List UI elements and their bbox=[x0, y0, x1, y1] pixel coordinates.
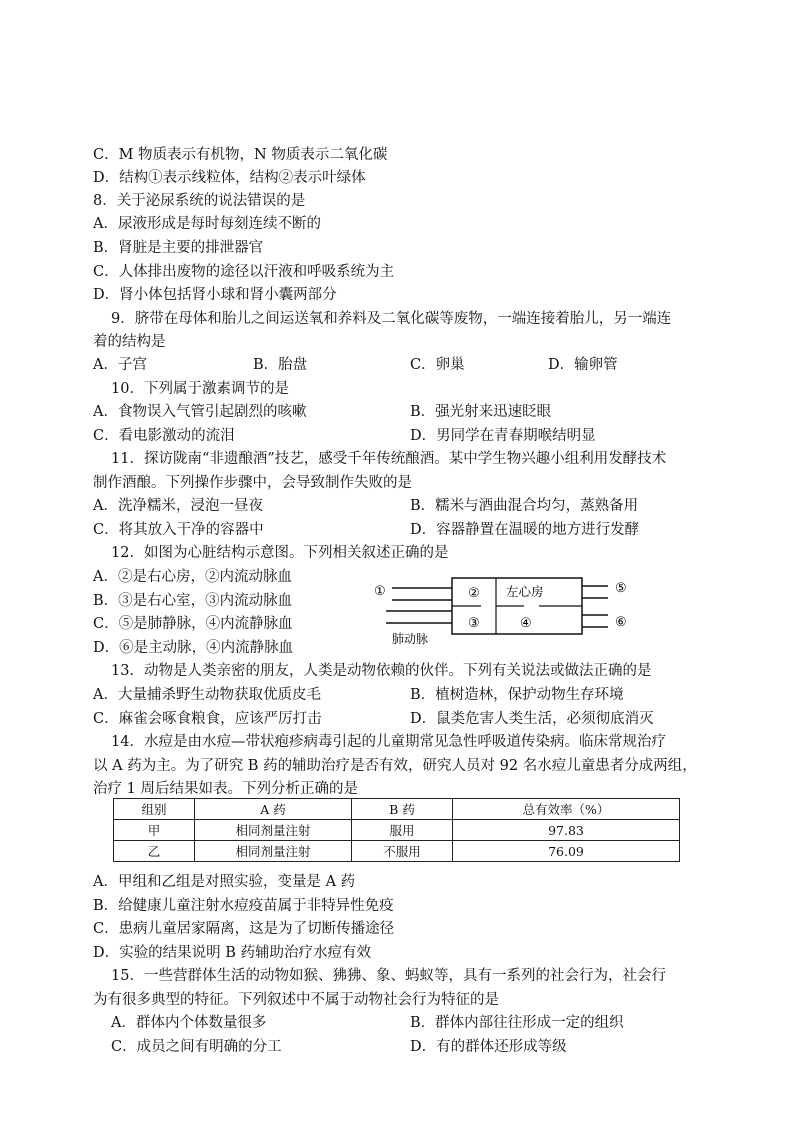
table-header-cell: 总有效率（%） bbox=[453, 799, 680, 820]
q11-stem-line1: 11．探访陇南“非遗酿酒”技艺，感受千年传统酿酒。某中学生物兴趣小组利用发酵技术 bbox=[111, 451, 667, 467]
q10-option-c: C．看电影激动的流泪 bbox=[93, 428, 235, 444]
q10-stem: 10．下列属于激素调节的是 bbox=[111, 381, 289, 397]
q15-option-d: D．有的群体还形成等级 bbox=[410, 1039, 567, 1055]
table-cell: 乙 bbox=[114, 841, 195, 862]
q8-option-b: B．肾脏是主要的排泄器官 bbox=[93, 240, 264, 256]
q8-option-d: D．肾小体包括肾小球和肾小囊两部分 bbox=[93, 287, 337, 303]
q9-option-a: A．子宫 bbox=[93, 357, 147, 373]
q7-option-c: C．M 物质表示有机物，N 物质表示二氧化碳 bbox=[93, 147, 388, 163]
q10-option-d: D．男同学在青春期喉结明显 bbox=[410, 428, 596, 444]
q10-option-a: A．食物误入气管引起剧烈的咳嗽 bbox=[93, 404, 307, 420]
q8-option-c: C．人体排出废物的途径以汗液和呼吸系统为主 bbox=[93, 264, 395, 280]
table-header-cell: 组别 bbox=[114, 799, 195, 820]
q13-option-b: B．植树造林，保护动物生存环境 bbox=[410, 687, 624, 703]
q14-stem-line2: 以 A 药为主。为了研究 B 药的辅助治疗是否有效，研究人员对 92 名水痘儿童患者分成两组， bbox=[93, 758, 697, 774]
table-cell: 服用 bbox=[352, 820, 453, 841]
diagram-label-left-atrium: 左心房 bbox=[506, 584, 544, 599]
table-cell: 相同剂量注射 bbox=[195, 820, 352, 841]
q9-stem-line2: 着的结构是 bbox=[93, 334, 166, 350]
table-row bbox=[114, 820, 680, 841]
table-cell: 97.83 bbox=[453, 820, 680, 841]
q9-option-c: C．卵巢 bbox=[410, 357, 465, 373]
diagram-label-pulmonary-artery: 肺动脉 bbox=[392, 632, 429, 646]
q14-stem-line1: 14．水痘是由水痘—带状疱疹病毒引起的儿童期常见急性呼吸道传染病。临床常规治疗 bbox=[111, 734, 666, 750]
heart-diagram bbox=[372, 574, 642, 652]
q8-stem: 8．关于泌尿系统的说法错误的是 bbox=[93, 193, 306, 209]
table-cell: 76.09 bbox=[453, 841, 680, 862]
table-header-cell: A 药 bbox=[195, 799, 352, 820]
q11-option-a: A．洗净糯米，浸泡一昼夜 bbox=[93, 498, 263, 514]
experiment-table bbox=[113, 798, 680, 862]
q15-stem-line1: 15．一些营群体生活的动物如猴、狒狒、象、蚂蚁等，具有一系列的社会行为，社会行 bbox=[111, 968, 666, 984]
q7-option-d: D．结构①表示线粒体，结构②表示叶绿体 bbox=[93, 170, 366, 186]
q13-option-c: C．麻雀会啄食粮食，应该严厉打击 bbox=[93, 711, 322, 727]
q15-stem-line2: 为有很多典型的特征。下列叙述中不属于动物社会行为特征的是 bbox=[93, 992, 499, 1008]
table-cell: 甲 bbox=[114, 820, 195, 841]
q11-option-c: C．将其放入干净的容器中 bbox=[93, 522, 264, 538]
q12-option-a: A．②是右心房，②内流动脉血 bbox=[93, 569, 292, 585]
q13-option-d: D．鼠类危害人类生活，必须彻底消灭 bbox=[410, 711, 654, 727]
q12-option-d: D．⑥是主动脉，④内流静脉血 bbox=[93, 640, 294, 656]
q10-option-b: B．强光射来迅速眨眼 bbox=[410, 404, 552, 420]
q9-option-b: B．胎盘 bbox=[253, 357, 308, 373]
q14-option-d: D．实验的结果说明 B 药辅助治疗水痘有效 bbox=[93, 945, 371, 961]
diagram-label-2: ② bbox=[468, 586, 480, 601]
diagram-label-4: ④ bbox=[520, 616, 532, 631]
q15-option-c: C．成员之间有明确的分工 bbox=[111, 1039, 282, 1055]
table-cell: 不服用 bbox=[352, 841, 453, 862]
table-cell: 相同剂量注射 bbox=[195, 841, 352, 862]
q11-stem-line2: 制作酒酿。下列操作步骤中，会导致制作失败的是 bbox=[93, 475, 412, 491]
diagram-label-3: ③ bbox=[468, 616, 480, 631]
table-header-cell: B 药 bbox=[352, 799, 453, 820]
diagram-label-5: ⑤ bbox=[615, 581, 627, 596]
q9-stem-line1: 9．脐带在母体和胎儿之间运送氧和养料及二氧化碳等废物，一端连接着胎儿，另一端连 bbox=[111, 311, 672, 327]
q13-stem: 13．动物是人类亲密的朋友，人类是动物依赖的伙伴。下列有关说法或做法正确的是 bbox=[111, 663, 652, 679]
q12-option-b: B．③是右心室，③内流动脉血 bbox=[93, 593, 293, 609]
q12-stem: 12．如图为心脏结构示意图。下列相关叙述正确的是 bbox=[111, 545, 449, 561]
q13-option-a: A．大量捕杀野生动物获取优质皮毛 bbox=[93, 687, 321, 703]
diagram-label-1: ① bbox=[374, 584, 386, 599]
q8-option-a: A．尿液形成是每时每刻连续不断的 bbox=[93, 216, 321, 232]
diagram-label-6: ⑥ bbox=[615, 615, 627, 630]
table-row bbox=[114, 841, 680, 862]
q14-option-c: C．患病儿童居家隔离，这是为了切断传播途径 bbox=[93, 921, 395, 937]
q11-option-b: B．糯米与酒曲混合均匀，蒸熟备用 bbox=[410, 498, 639, 514]
table-header-row bbox=[114, 799, 680, 820]
q12-option-c: C．⑤是肺静脉，④内流静脉血 bbox=[93, 616, 293, 632]
q14-option-b: B．给健康儿童注射水痘疫苗属于非特异性免疫 bbox=[93, 898, 394, 914]
q11-option-d: D．容器静置在温暖的地方进行发酵 bbox=[410, 522, 640, 538]
q15-option-a: A．群体内个体数量很多 bbox=[111, 1015, 267, 1031]
q14-option-a: A．甲组和乙组是对照实验，变量是 A 药 bbox=[93, 874, 356, 890]
q14-stem-line3: 治疗 1 周后结果如表。下列分析正确的是 bbox=[93, 781, 358, 797]
q15-option-b: B．群体内部往往形成一定的组织 bbox=[410, 1015, 624, 1031]
q9-option-d: D．输卵管 bbox=[548, 357, 618, 373]
